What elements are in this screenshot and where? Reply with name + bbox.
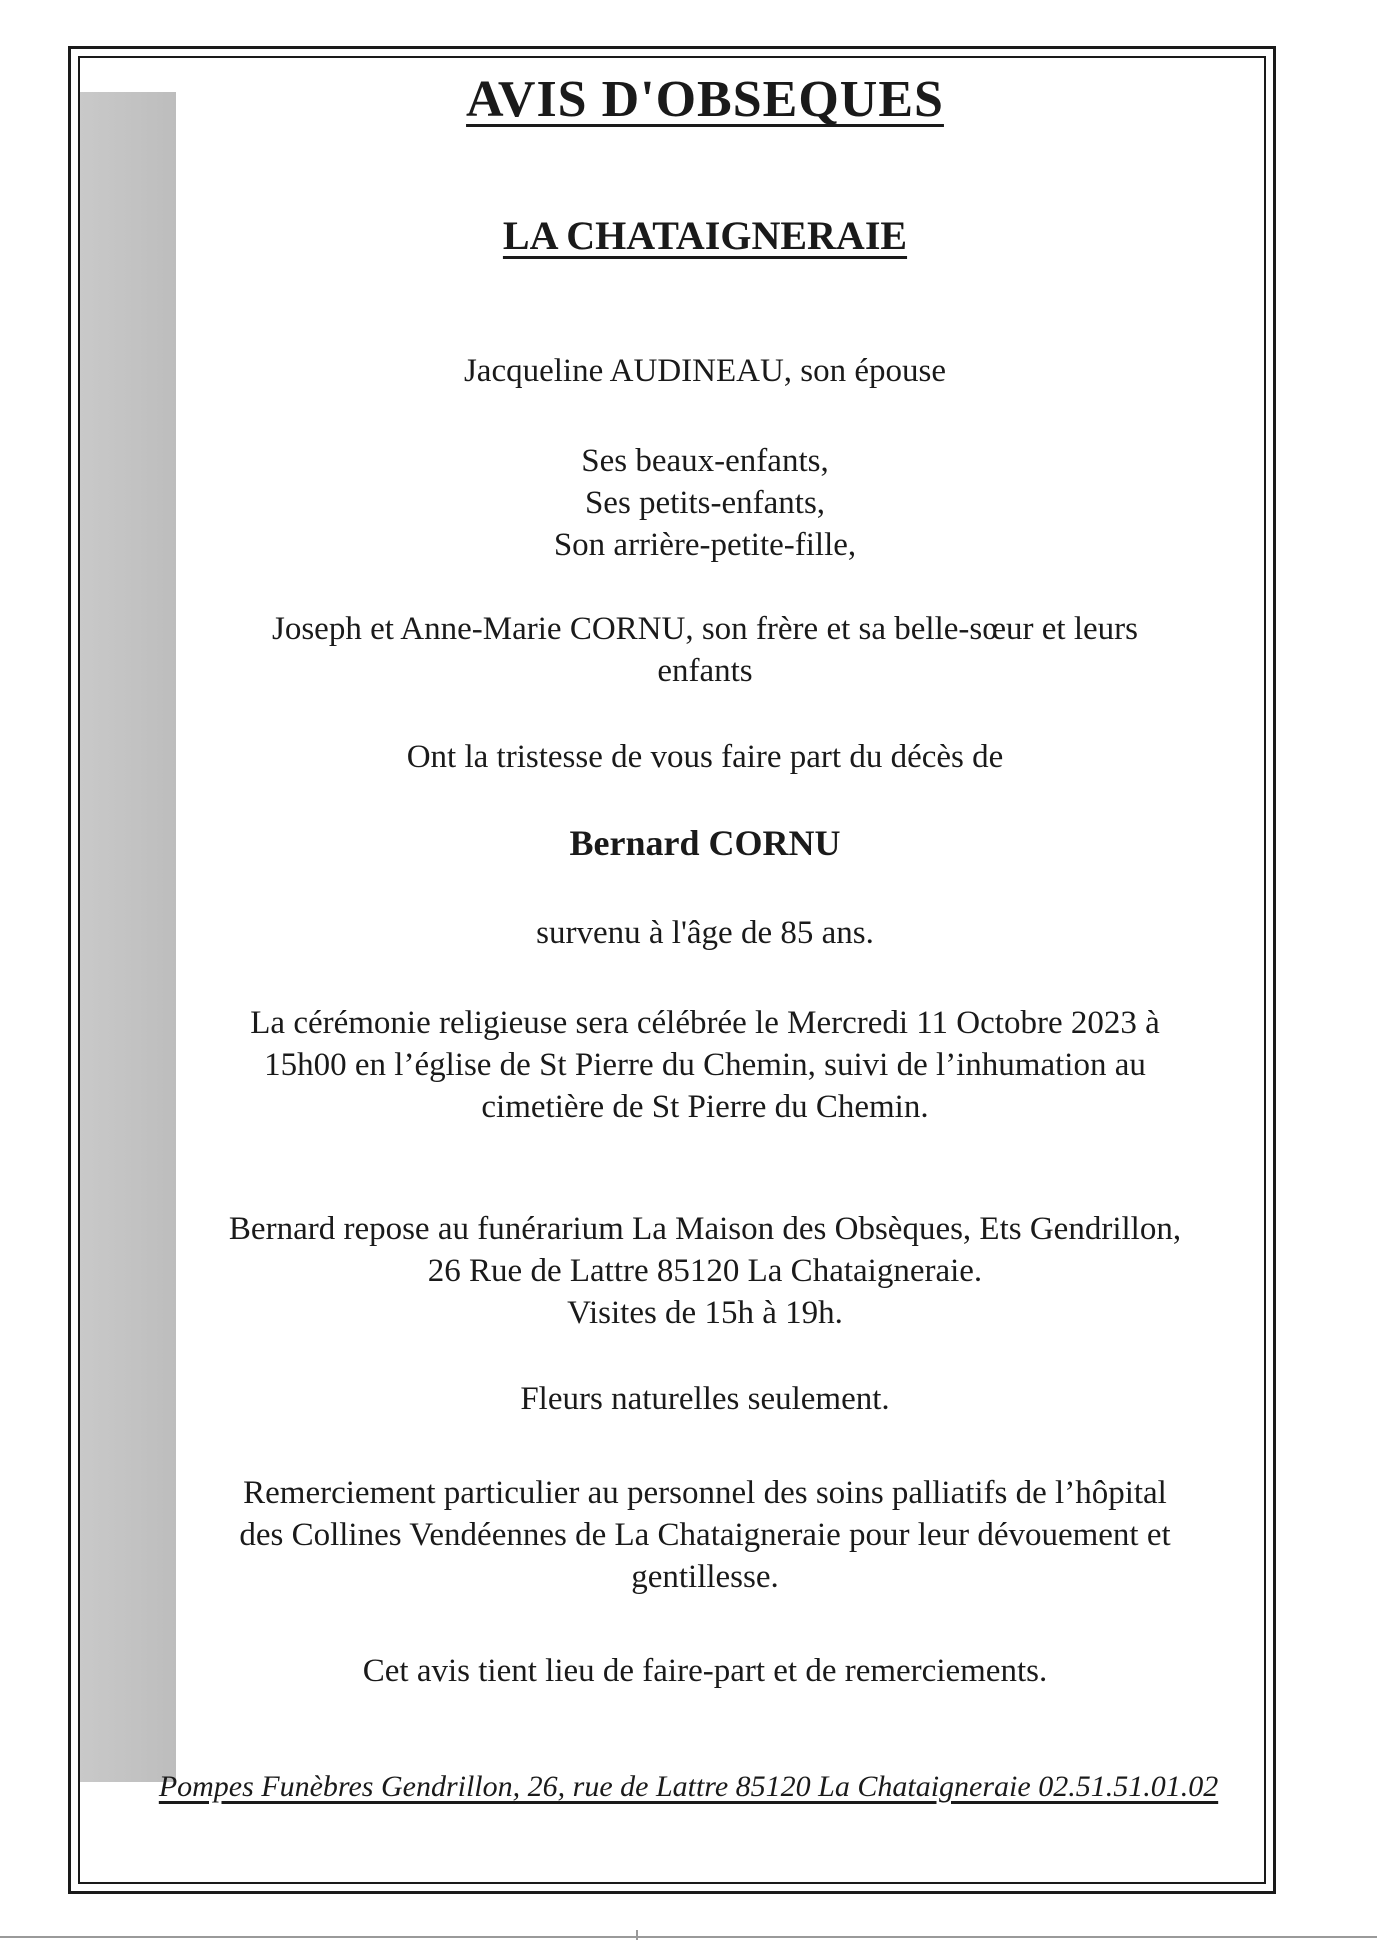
great-grandchild-line: Son arrière-petite-fille, xyxy=(553,527,857,563)
scan-edge-line xyxy=(0,1936,1377,1938)
age-line: survenu à l'âge de 85 ans. xyxy=(536,915,874,951)
children-line: Ses beaux-enfants, xyxy=(581,443,829,479)
scan-edge-tick xyxy=(636,1930,638,1940)
spouse-line: Jacqueline AUDINEAU, son épouse xyxy=(463,353,947,389)
closing-line: Cet avis tient lieu de faire-part et de remerciements. xyxy=(362,1653,1048,1689)
grandchildren-line: Ses petits-enfants, xyxy=(584,485,826,521)
repose-line-3: Visites de 15h à 19h. xyxy=(567,1295,843,1331)
inner-border xyxy=(78,56,1266,1884)
ceremony-line-2: 15h00 en l’église de St Pierre du Chemin, suivi de l’inhumation au xyxy=(264,1047,1146,1083)
funeral-home-footer: Pompes Funèbres Gendrillon, 26, rue de Lattre 85120 La Chataigneraie 02.51.51.01.02 xyxy=(158,1770,1219,1803)
side-gray-band xyxy=(80,92,176,1782)
flowers-line: Fleurs naturelles seulement. xyxy=(520,1381,890,1417)
ceremony-line-3: cimetière de St Pierre du Chemin. xyxy=(481,1089,929,1125)
siblings-line-cont: enfants xyxy=(657,653,753,689)
repose-line-1: Bernard repose au funérarium La Maison des Obsèques, Ets Gendrillon, xyxy=(228,1211,1182,1247)
thanks-line-2: des Collines Vendéennes de La Chataigneraie pour leur dévouement et xyxy=(239,1517,1171,1553)
deceased-name: Bernard CORNU xyxy=(569,823,841,863)
thanks-line-3: gentillesse. xyxy=(631,1559,779,1595)
thanks-line-1: Remerciement particulier au personnel des soins palliatifs de l’hôpital xyxy=(243,1475,1167,1511)
siblings-line: Joseph et Anne-Marie CORNU, son frère et sa belle-sœur et leurs xyxy=(271,611,1138,647)
notice-location: LA CHATAIGNERAIE xyxy=(502,213,908,258)
notice-title: AVIS D'OBSEQUES xyxy=(466,71,944,128)
ceremony-line-1: La cérémonie religieuse sera célébrée le Mercredi 11 Octobre 2023 à xyxy=(250,1005,1160,1041)
announcement-line: Ont la tristesse de vous faire part du décès de xyxy=(406,739,1004,775)
repose-line-2: 26 Rue de Lattre 85120 La Chataigneraie. xyxy=(427,1253,983,1289)
